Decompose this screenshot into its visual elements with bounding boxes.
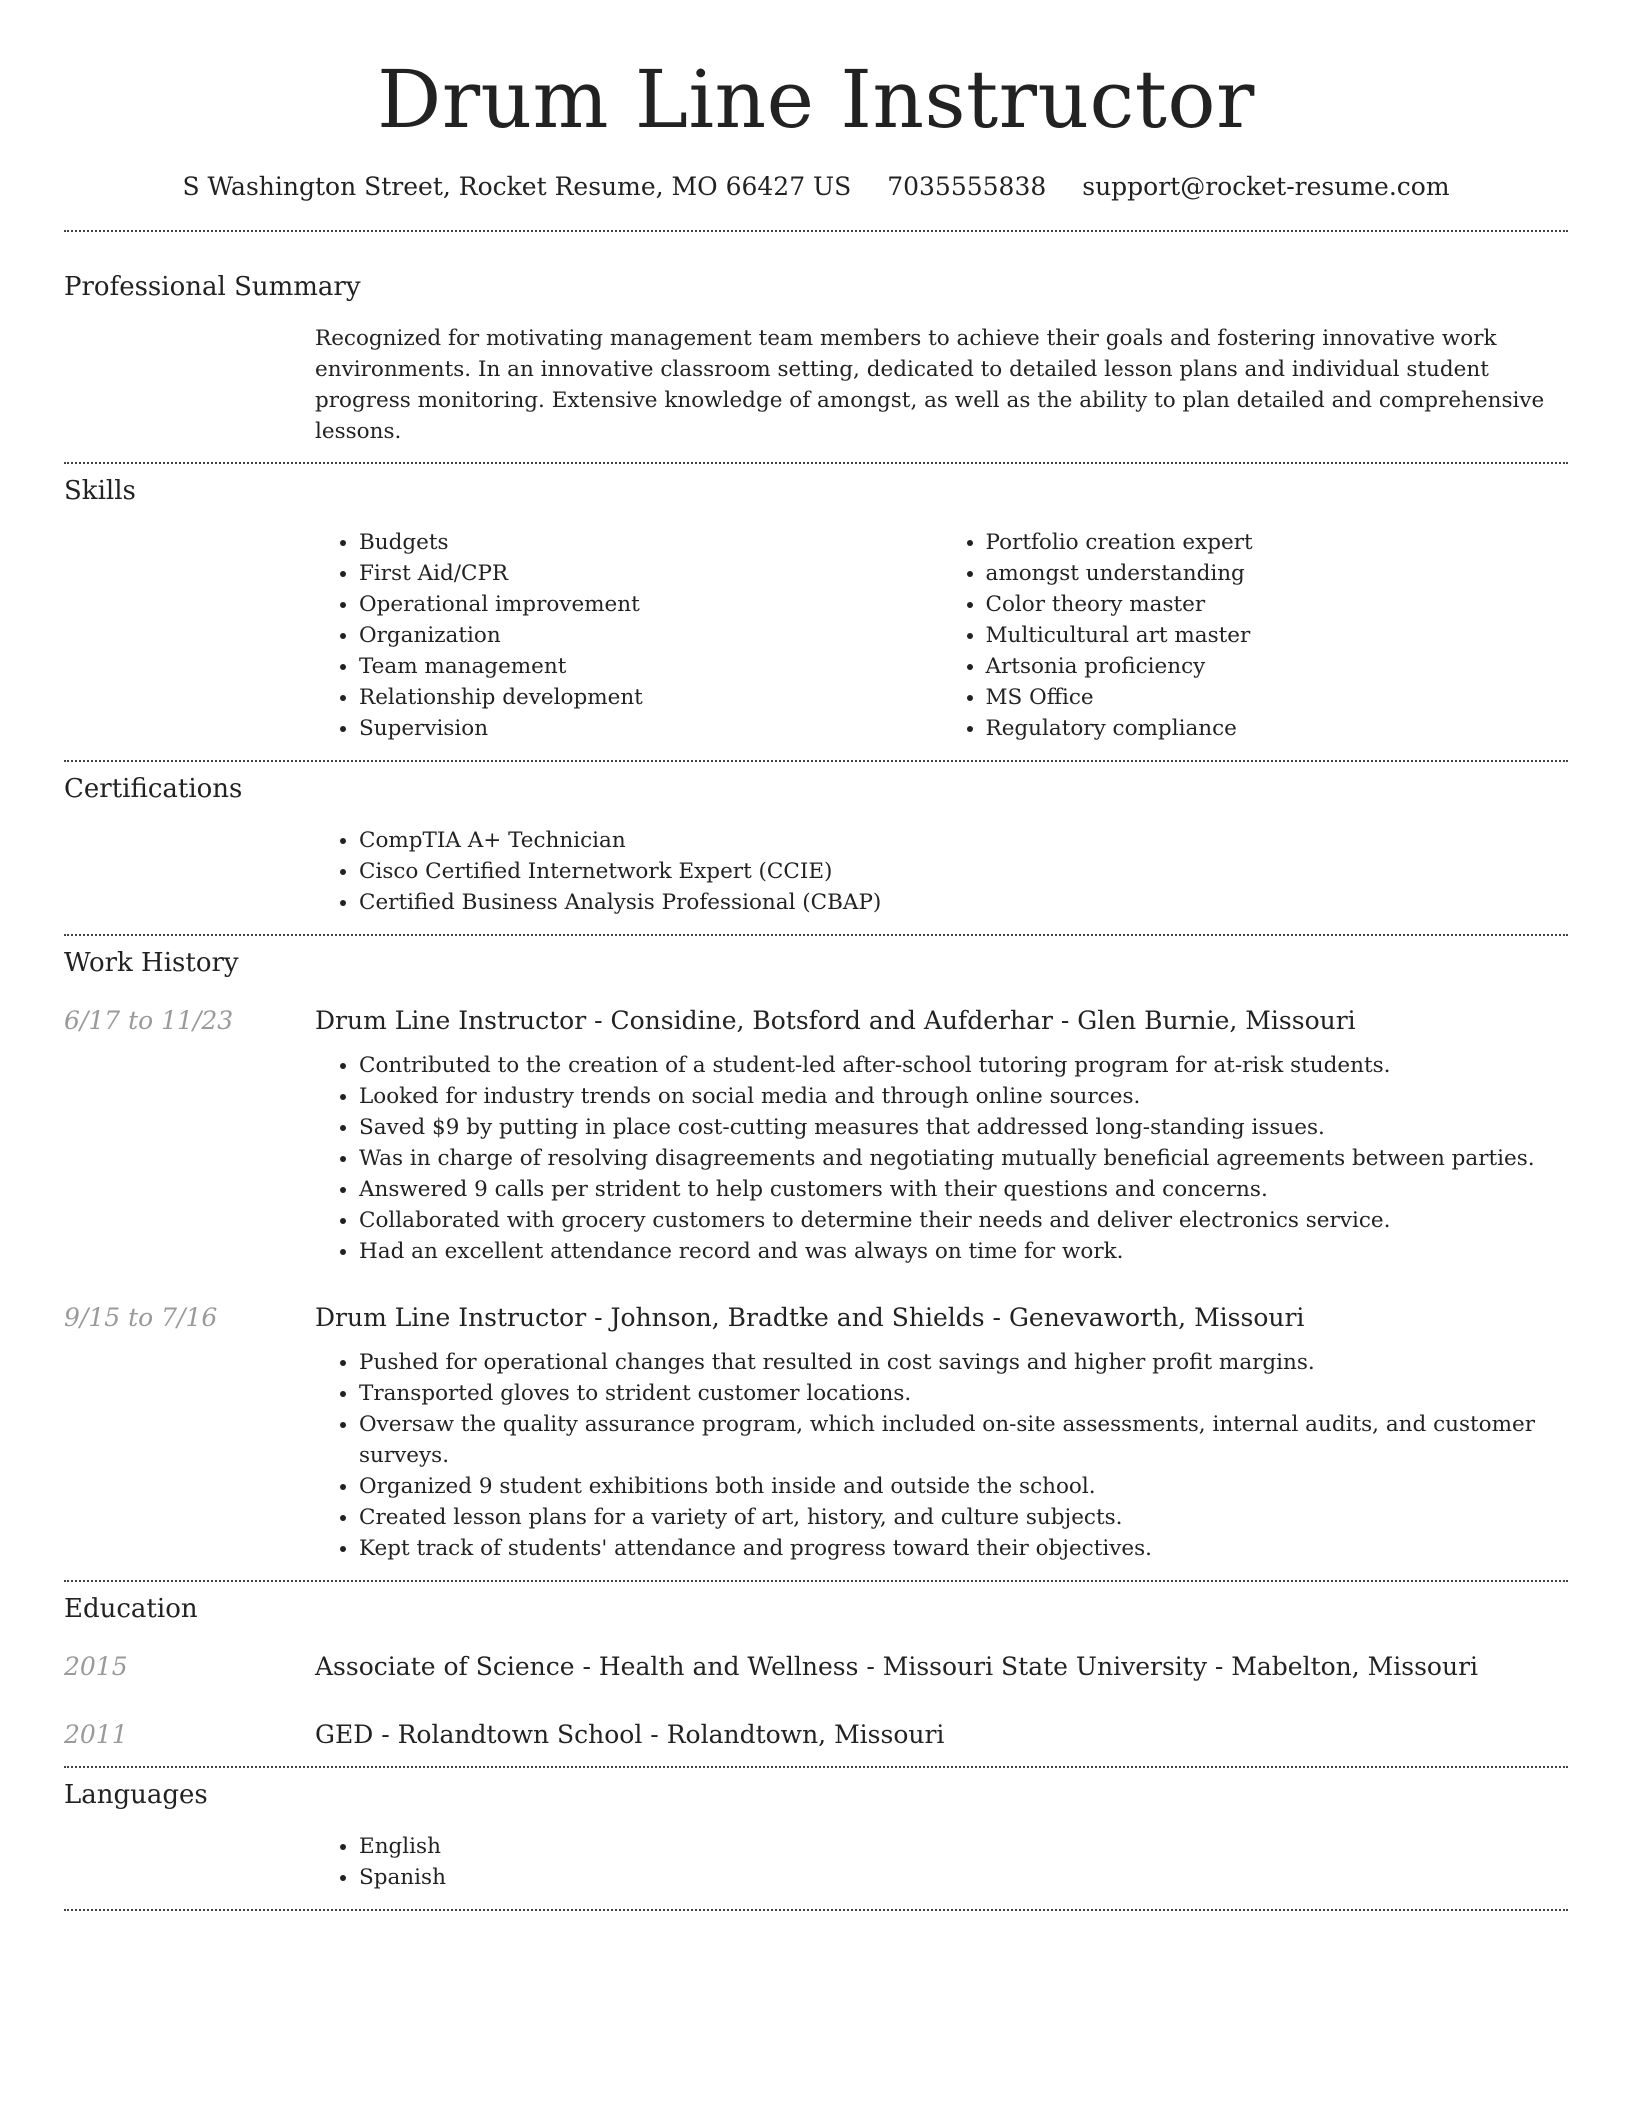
summary-text: Recognized for motivating management team members to achieve their goals and fostering innovative work environments. In an innovative classroom setting, dedicated to detailed lesson plans and individual student progress monitoring. Extensive knowledge of amongst, as well as the ability to plan detailed and comprehensive lessons. bbox=[315, 326, 1545, 444]
list-item: • Cisco Certified Internetwork Expert (CCIE) bbox=[359, 856, 1568, 887]
job-bullets bbox=[315, 1050, 1568, 1267]
list-item: • Oversaw the quality assurance program, which included on-site assessments, internal audits, and customer surveys. bbox=[359, 1409, 1568, 1471]
job-dates: 9/15 to 7/16 bbox=[64, 1303, 218, 1332]
languages-list bbox=[315, 1831, 1568, 1893]
list-item: • Budgets bbox=[359, 527, 942, 558]
list-item: • Team management bbox=[359, 651, 942, 682]
list-item: • Multicultural art master bbox=[986, 620, 1569, 651]
list-item: • Was in charge of resolving disagreements and negotiating mutually beneficial agreements between parties. bbox=[359, 1143, 1568, 1174]
contact-email: support@rocket-resume.com bbox=[1082, 172, 1450, 201]
section-skills bbox=[64, 464, 1568, 744]
skills-list-right bbox=[942, 527, 1569, 744]
list-item: • Spanish bbox=[359, 1862, 1568, 1893]
list-item: • Answered 9 calls per strident to help customers with their questions and concerns. bbox=[359, 1174, 1568, 1205]
section-languages bbox=[64, 1768, 1568, 1893]
list-item: • Relationship development bbox=[359, 682, 942, 713]
job-entry bbox=[64, 1004, 1568, 1267]
section-title-work: Work History bbox=[64, 948, 239, 978]
list-item: • Kept track of students' attendance and progress toward their objectives. bbox=[359, 1533, 1568, 1564]
resume-name: Drum Line Instructor bbox=[377, 53, 1255, 146]
list-item: • amongst understanding bbox=[986, 558, 1569, 589]
section-certifications bbox=[64, 762, 1568, 918]
contact-phone: 7035555838 bbox=[887, 172, 1047, 201]
job-heading: Drum Line Instructor - Johnson, Bradtke and Shields - Genevaworth, Missouri bbox=[315, 1303, 1305, 1332]
education-heading: GED - Rolandtown School - Rolandtown, Missouri bbox=[315, 1720, 945, 1749]
section-title-education: Education bbox=[64, 1594, 198, 1624]
skills-list-left bbox=[315, 527, 942, 744]
list-item: • Contributed to the creation of a student-led after-school tutoring program for at-risk students. bbox=[359, 1050, 1568, 1081]
job-heading: Drum Line Instructor - Considine, Botsford and Aufderhar - Glen Burnie, Missouri bbox=[315, 1006, 1356, 1035]
list-item: • Operational improvement bbox=[359, 589, 942, 620]
section-title-languages: Languages bbox=[64, 1780, 208, 1810]
section-title-summary: Professional Summary bbox=[64, 272, 361, 302]
section-title-skills: Skills bbox=[64, 476, 136, 506]
education-year: 2015 bbox=[64, 1652, 128, 1681]
list-item: • Certified Business Analysis Professional (CBAP) bbox=[359, 887, 1568, 918]
list-item: • Regulatory compliance bbox=[986, 713, 1569, 744]
education-heading: Associate of Science - Health and Wellness - Missouri State University - Mabelton, Missouri bbox=[315, 1652, 1479, 1681]
job-dates: 6/17 to 11/23 bbox=[64, 1006, 234, 1035]
section-work-history bbox=[64, 936, 1568, 1564]
divider bbox=[64, 1909, 1568, 1911]
contact-line bbox=[64, 170, 1568, 204]
contact-address: S Washington Street, Rocket Resume, MO 66427 US bbox=[182, 172, 852, 201]
list-item: • Had an excellent attendance record and was always on time for work. bbox=[359, 1236, 1568, 1267]
list-item: • Transported gloves to strident customer locations. bbox=[359, 1378, 1568, 1409]
job-entry bbox=[64, 1301, 1568, 1564]
list-item: • Pushed for operational changes that resulted in cost savings and higher profit margins. bbox=[359, 1347, 1568, 1378]
list-item: • Collaborated with grocery customers to determine their needs and deliver electronics service. bbox=[359, 1205, 1568, 1236]
job-bullets bbox=[315, 1347, 1568, 1564]
list-item: • Created lesson plans for a variety of art, history, and culture subjects. bbox=[359, 1502, 1568, 1533]
certifications-list bbox=[315, 825, 1568, 918]
list-item: • English bbox=[359, 1831, 1568, 1862]
list-item: • Supervision bbox=[359, 713, 942, 744]
section-education bbox=[64, 1582, 1568, 1752]
list-item: • Portfolio creation expert bbox=[986, 527, 1569, 558]
list-item: • MS Office bbox=[986, 682, 1569, 713]
education-entry bbox=[64, 1718, 1568, 1752]
list-item: • CompTIA A+ Technician bbox=[359, 825, 1568, 856]
list-item: • Color theory master bbox=[986, 589, 1569, 620]
education-year: 2011 bbox=[64, 1720, 128, 1749]
list-item: • Organized 9 student exhibitions both inside and outside the school. bbox=[359, 1471, 1568, 1502]
list-item: • Saved $9 by putting in place cost-cutting measures that addressed long-standing issues. bbox=[359, 1112, 1568, 1143]
list-item: • Artsonia proficiency bbox=[986, 651, 1569, 682]
list-item: • Organization bbox=[359, 620, 942, 651]
education-entry bbox=[64, 1650, 1568, 1684]
list-item: • Looked for industry trends on social media and through online sources. bbox=[359, 1081, 1568, 1112]
section-summary bbox=[64, 232, 1568, 447]
list-item: • First Aid/CPR bbox=[359, 558, 942, 589]
section-title-certifications: Certifications bbox=[64, 774, 243, 804]
